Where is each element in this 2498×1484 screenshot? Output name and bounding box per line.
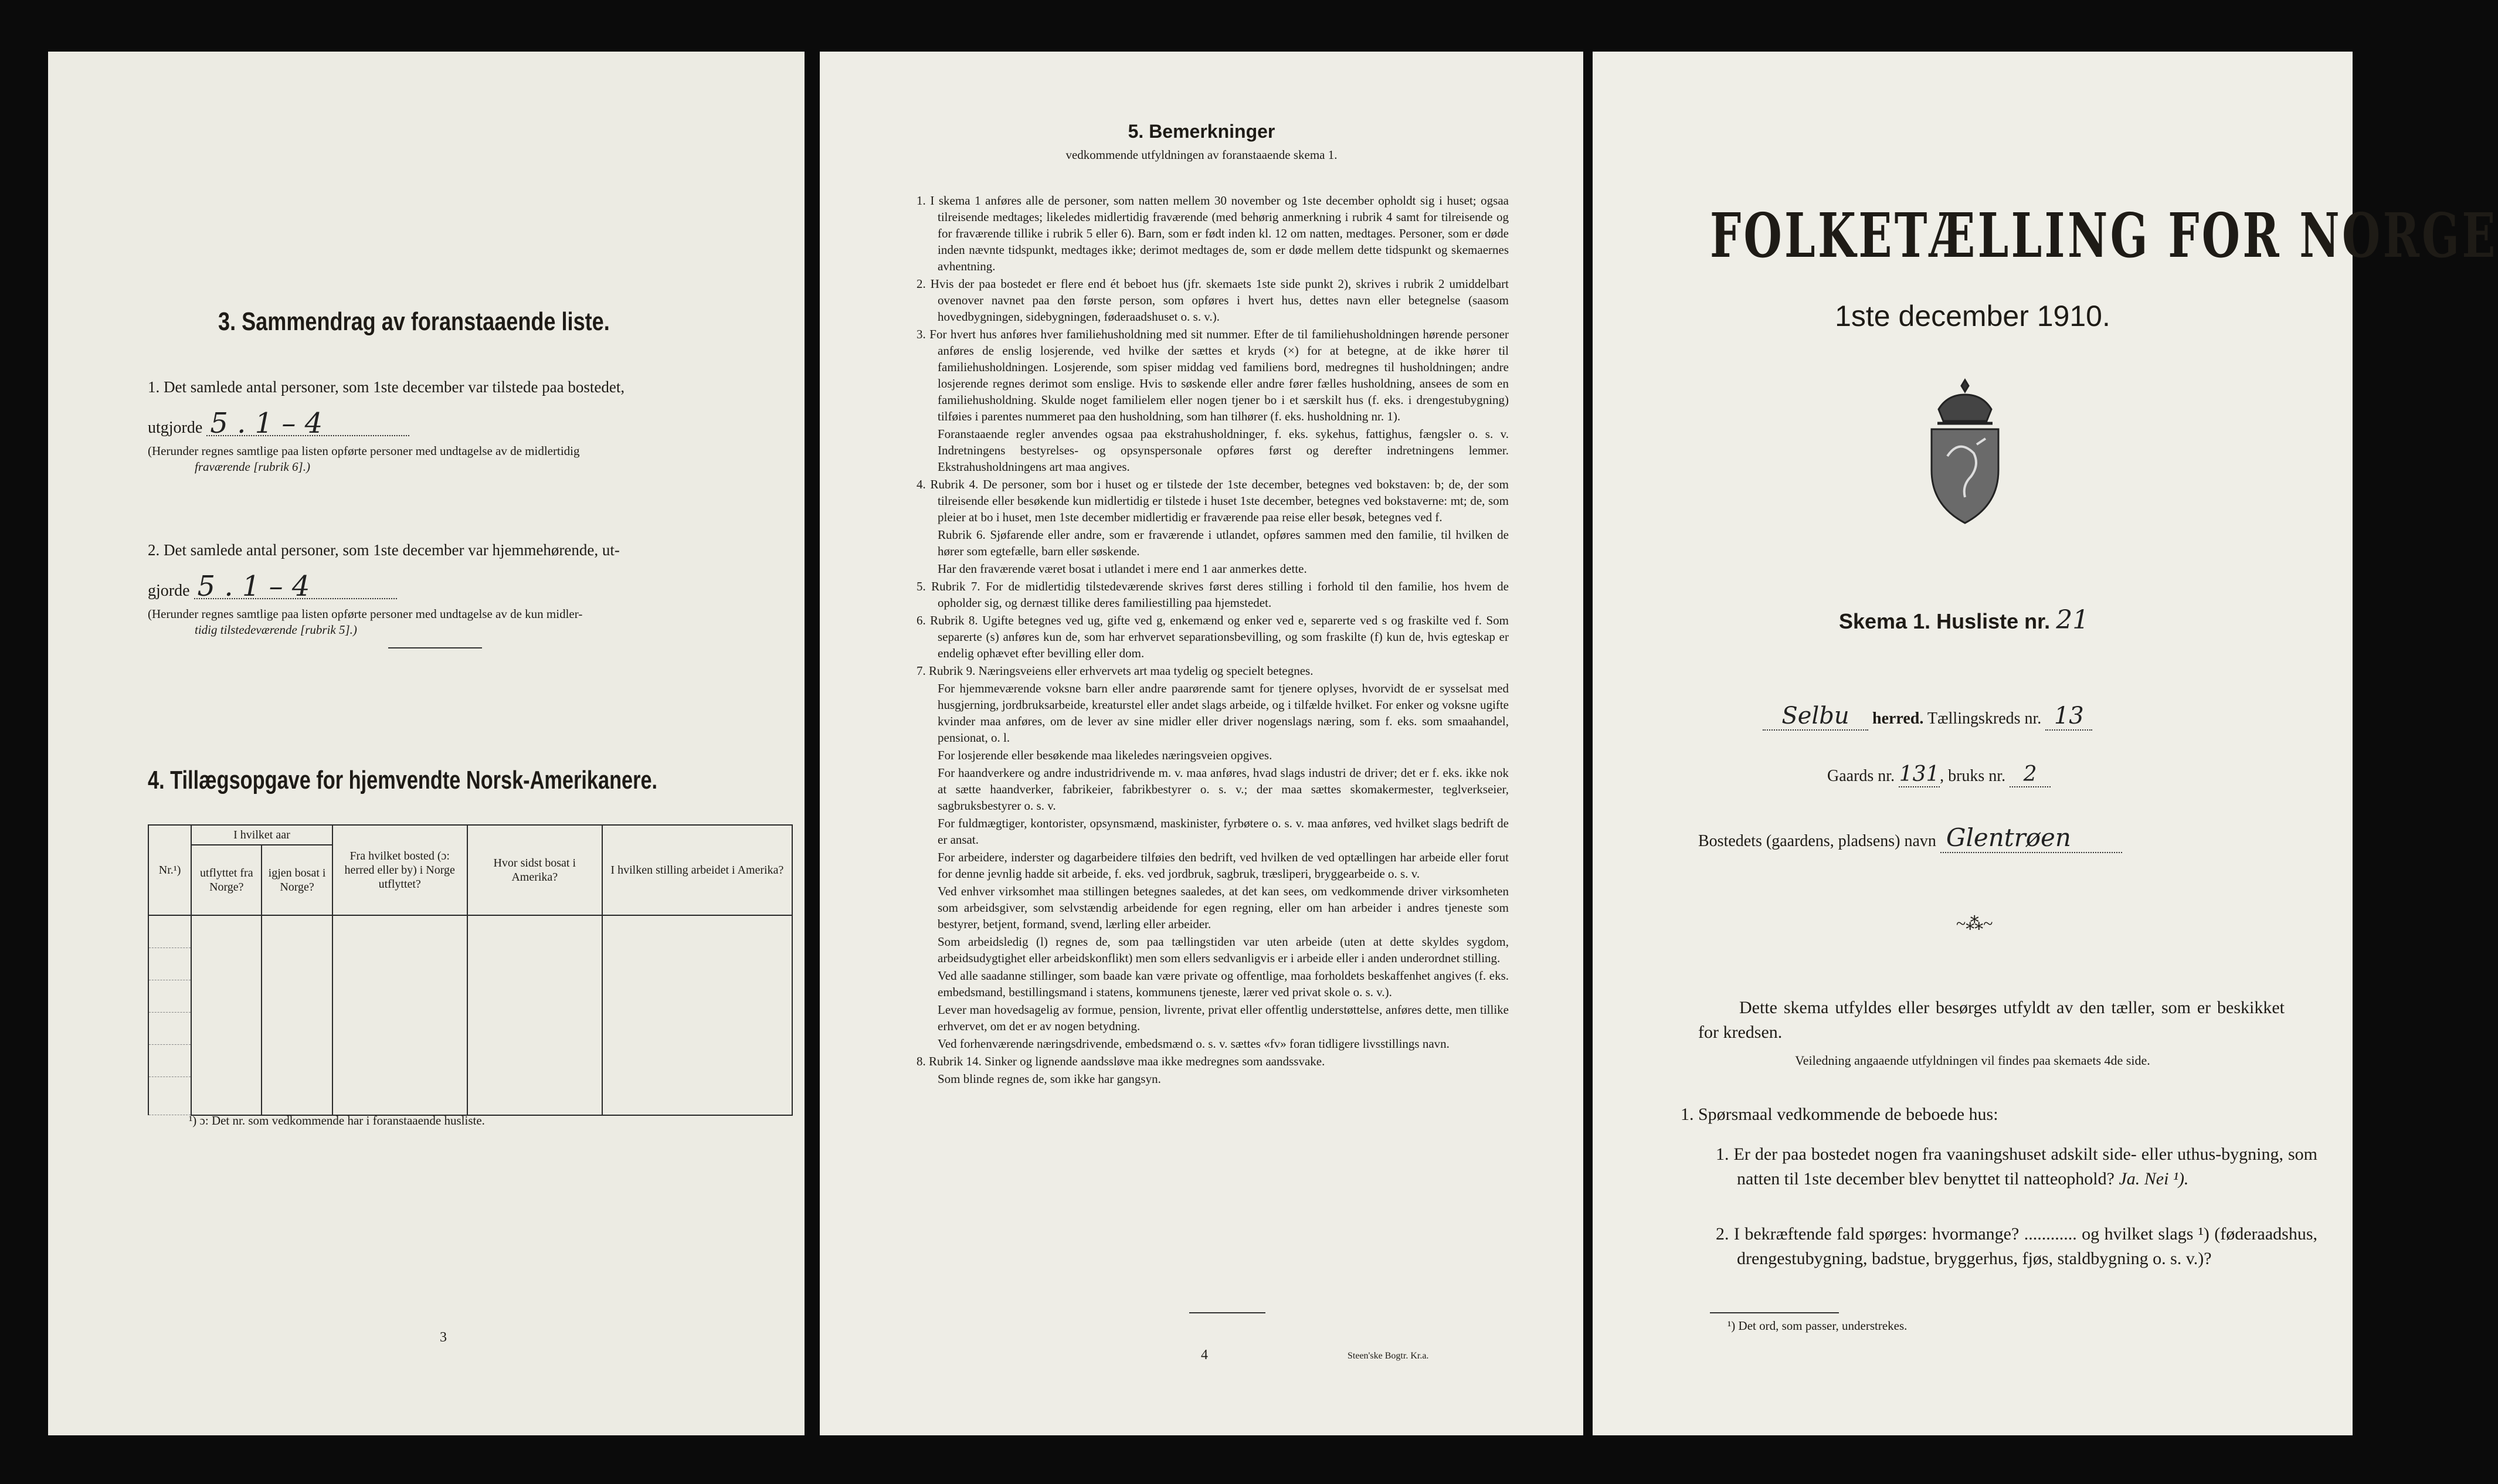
remark-7j: Lever man hovedsagelig av formue, pension, livrente, privat eller offentlig understøttelse, anføres dette, men tillike erhvervet, om det er av nogen betydning. [938,1003,1509,1033]
remark-7b: For hjemmeværende voksne barn eller andre paarørende samt for tjenere oplyses, hvorvidt de er sysselsat med husgjerning, jordbruksarbeide, kreaturstel eller andet slags arbeide, og i tilfælde hvilket. For enker og voksne ugifte kvinder maa anføres, om de lever av sine midler eller driver nogenslags næring, som f. eks. som smaahandel, pensionat, o. l. [938,681,1509,745]
present-count-field[interactable]: 5 . 1 – 4 [206,412,409,436]
table-row [148,1013,792,1045]
page-middle [820,52,1583,1435]
printer-imprint: Steen'ske Bogtr. Kr.a. [1348,1351,1429,1361]
summary-item-1-note: (Herunder regnes samtlige paa listen opførte personer med undtagelse av de midlertidig [148,444,580,458]
herred-line [1763,702,2092,731]
bosted-field[interactable]: Glentrøen [1940,823,2122,853]
remark-5: 5. Rubrik 7. For de midlertidig tilstedeværende skrives først deres stilling i forhold til den familie, hos hvem de opholder sig, og dernæst tillike deres familiestilling paa hjemstedet. [917,579,1509,610]
remark-7h: Som arbeidsledig (l) regnes de, som paa tællingstiden var uten arbeide (uten at dette skyldes sygdom, arbeidsudygtighet eller arbeidskonflikt) men som ellers sedvanligvis er i arbeide eller i anden underordnet stilling. [938,935,1509,965]
herred-field[interactable]: Selbu [1763,702,1868,731]
remark-1: 1. I skema 1 anføres alle de personer, som natten mellem 30 november og 1ste december opholdt sig i huset; ogsaa tilreisende medtages; likeledes midlertidig fraværende (med behørig anmerkning i rubrik 4 samt for tilreisende og for fraværende tillike i rubrik 5 eller 6). Barn, som er født inden kl. 12 om natten, medtages. Personer, som er døde inden nævnte tidspunkt, medtages ikke; derimot medtages de, som er døde mellem dette tidspunkt og skemaernes avhentning. [917,193,1509,273]
section3-heading: 3. Sammendrag av foranstaaende liste. [218,307,610,336]
table-row [148,980,792,1013]
question-1-2: 2. I bekræftende fald spørges: hvormange? ............ og hvilket slags ¹) (føderaadshus, drengestubygning, badstue, bryggerhus, fjøs, staldbygning o. s. v.)? [1716,1224,2317,1268]
summary-item-1-label: utgjorde [148,419,203,437]
col-nr: Nr.¹) [148,825,191,915]
form-title: FOLKETÆLLING FOR NORGE [1710,199,2498,271]
remark-6: 6. Rubrik 8. Ugifte betegnes ved ug, gifte ved g, enkemænd og enker ved e, separerte ved s og fraskilte ved f. Som separerte (s) anføres kun de, som har erhvervet separationsbevilling, og som fraskilte (f) kun de, hvis egteskap er endelig ophævet efter bevilling eller dom. [917,613,1509,660]
page3-footnote: ¹) Det ord, som passer, understrekes. [1727,1319,1908,1333]
remark-3b: Foranstaaende regler anvendes ogsaa paa ekstrahusholdninger, f. eks. sykehus, fattighus, fængsler o. s. v. Indretningens bestyrelses- og opsynspersonale opføres først og derefter indretningens lemmer. Ekstrahusholdningens art maa angives. [938,427,1509,474]
bruks-label: bruks nr. [1948,767,2006,785]
remark-7g: Ved enhver virksomhet maa stillingen betegnes saaledes, at det kan sees, om vedkommende driver virksomheten som arbeidsgiver, som selvstændig arbeidende for egen regning, eller om han arbeider i andres tjeneste som bestyrer, betjent, formand, svend, lærling eller arbeider. [938,884,1509,931]
question-1-1 [1716,1142,2317,1191]
resident-count-field[interactable]: 5 . 1 – 4 [194,575,397,599]
remark-7i: Ved alle saadanne stillinger, som baade kan være private og offentlige, maa forholdets beskaffenhet angives (f. eks. embedsmand, bestillingsmand i statens, kommunens tjeneste, lærer ved privat skole o. s. v.). [938,969,1509,999]
ornament-icon: ~⁂~ [1956,914,1993,933]
summary-item-1-note2: fraværende [rubrik 6].) [195,460,310,474]
col-stilling: I hvilken stilling arbeidet i Amerika? [602,825,792,915]
remark-4b: Rubrik 6. Sjøfarende eller andre, som er fraværende i utlandet, opføres sammen med den familie, til hvilken de hører som egtefælle, barn eller søskende. [938,528,1509,558]
remark-7: 7. Rubrik 9. Næringsveiens eller erhvervets art maa tydelig og specielt betegnes. [917,664,1314,678]
remark-7e: For fuldmægtiger, kontorister, opsynsmænd, maskinister, fyrbøtere o. s. v. maa anføres, ved hvilket slags bedrift de er ansat. [938,816,1509,847]
remark-4c: Har den fraværende været bosat i utlandet i mere end 1 aar anmerkes dette. [938,562,1307,576]
table-row [148,1077,792,1115]
page-number: 3 [440,1330,447,1345]
gaards-field[interactable]: 131 [1899,762,1940,786]
question-1-heading: 1. Spørsmaal vedkommende de beboede hus: [1681,1105,1998,1124]
page-number: 4 [1201,1347,1208,1363]
remark-7c: For losjerende eller besøkende maa likeledes næringsveien opgives. [938,748,1272,762]
question-1-1-answer[interactable]: Ja. Nei ¹). [2119,1169,2189,1188]
table-footnote: ¹) ɔ: Det nr. som vedkommende har i foranstaaende husliste. [189,1113,485,1128]
col-utflyttet: utflyttet fra Norge? [191,845,262,915]
remark-7k: Ved forhenværende næringsdrivende, embedsmænd o. s. v. sættes «fv» foran tidligere livsstillings navn. [938,1037,1450,1051]
herred-label: herred. [1872,709,1924,728]
norway-coat-of-arms-icon [1921,374,2009,527]
section4-heading: 4. Tillægsopgave for hjemvendte Norsk-Amerikanere. [148,766,658,794]
question-1-1-text: 1. Er der paa bostedet nogen fra vaaningshuset adskilt side- eller uthus-bygning, som natten til 1ste december blev benyttet til natteophold? [1716,1145,2317,1188]
norsk-amerikanere-table [148,824,793,1116]
page-left [48,52,805,1435]
col-bosted: Fra hvilket bosted (ɔ: herred eller by) i Norge utflyttet? [332,825,467,915]
skema-label: Skema 1. Husliste nr. [1839,609,2051,633]
table-row [148,915,792,948]
summary-item-2-label: gjorde [148,582,190,600]
bruks-field[interactable]: 2 [2010,762,2051,787]
summary-item-2-text: 2. Det samlede antal personer, som 1ste december var hjemmehørende, ut- [148,541,620,559]
col-group-year: I hvilket aar [191,825,332,845]
remark-8b: Som blinde regnes de, som ikke har gangsyn. [938,1072,1161,1086]
kreds-label: Tællingskreds nr. [1927,709,2042,728]
col-igjen: igjen bosat i Norge? [262,845,332,915]
remarks-heading: 5. Bemerkninger [1128,121,1275,142]
gaard-line: Gaards nr. 131, bruks nr. 2 [1827,762,2051,787]
remarks-subheading: vedkommende utfyldningen av foranstaaende skema 1. [1065,148,1338,162]
bosted-label: Bostedets (gaardens, pladsens) navn [1698,832,1936,850]
remark-2: 2. Hvis der paa bostedet er flere end ét beboet hus (jfr. skemaets 1ste side punkt 2), skrives i rubrik 2 umiddelbart ovenover navnet paa den første person, som opføres i hvert hus, dettes navn eller betegnelse (saasom hovedbygningen, sidebygningen, føderaadshuset o. s. v.). [917,277,1509,324]
col-sidst: Hvor sidst bosat i Amerika? [467,825,602,915]
table-row [148,1045,792,1077]
remark-7d: For haandverkere og andre industridrivende m. v. maa anføres, hvad slags industri de driver; det er f. eks. ikke nok at sætte haandverker, fabrikeier, fabrikbestyrer o. s. v.; der maa sættes skomakermester, teglverkseier, sagbruksbestyrer o. s. v. [938,766,1509,813]
husliste-nr-field[interactable]: 21 [2056,605,2089,635]
remark-4: 4. Rubrik 4. De personer, som bor i huset og er tilstede der 1ste december, betegnes ved bokstaven: b; de, der som tilreisende eller besøkende kun midlertidig er tilstede i huset 1ste december, betegnes ved bokstaverne: mt; de, som pleier at bo i huset, men 1ste december midlertidig er fraværende paa reise eller besøk, betegnes ved f. [917,477,1509,524]
divider [1189,1312,1265,1313]
form-intro-note: Veiledning angaaende utfyldningen vil findes paa skemaets 4de side. [1795,1053,2150,1068]
summary-item-2-note2: tidig tilstedeværende [rubrik 5].) [195,623,357,637]
summary-item-2 [148,538,781,638]
summary-item-1-text: 1. Det samlede antal personer, som 1ste december var tilstede paa bostedet, [148,378,625,396]
divider [388,647,482,648]
divider [1710,1312,1839,1313]
form-intro: Dette skema utfyldes eller besørges utfyldt av den tæller, som er beskikket for kredsen. [1698,998,2285,1042]
skema-line [1839,605,2089,635]
remarks-list [917,192,1509,1088]
remark-3: 3. For hvert hus anføres hver familiehusholdning med sit nummer. Efter de til familiehusholdningen hørende personer anføres de enslig losjerende, ved hvilke der sættes et kryds (×) for at betegne, at de ikke hører til familiehusholdningen. Losjerende, som spiser middag ved familiens bord, medregnes til husholdningen; andre losjerende regnes derimot som enslige. Hvis to søskende eller andre fører fælles husholdning, ansees de som en familiehusholdning. Skulde noget familielem eller nogen tjener bo i et særskilt hus (f. eks. i drengestubygning) tilføies i parentes nummeret paa den husholdning, som han tilhører (f. eks. husholdning nr. 1). [917,327,1509,423]
gaards-label: Gaards nr. [1827,767,1895,785]
kreds-field[interactable]: 13 [2045,702,2092,731]
remark-8: 8. Rubrik 14. Sinker og lignende aandssløve maa ikke medregnes som aandssvake. [917,1054,1325,1068]
bosted-line [1698,823,2122,853]
table-row [148,948,792,980]
census-date: 1ste december 1910. [1835,300,2110,332]
summary-item-2-note: (Herunder regnes samtlige paa listen opførte personer med undtagelse av de kun midler- [148,607,583,621]
remark-7f: For arbeidere, inderster og dagarbeidere tilføies den bedrift, ved hvilken de ved optællingen har arbeide eller forut for denne jevnlig hadde sit arbeide, f. eks. ved jordbruk, sagbruk, træsliperi, bryggearbeide o. s. v. [938,850,1509,881]
page-right [1593,52,2498,1435]
summary-item-1 [148,375,781,475]
